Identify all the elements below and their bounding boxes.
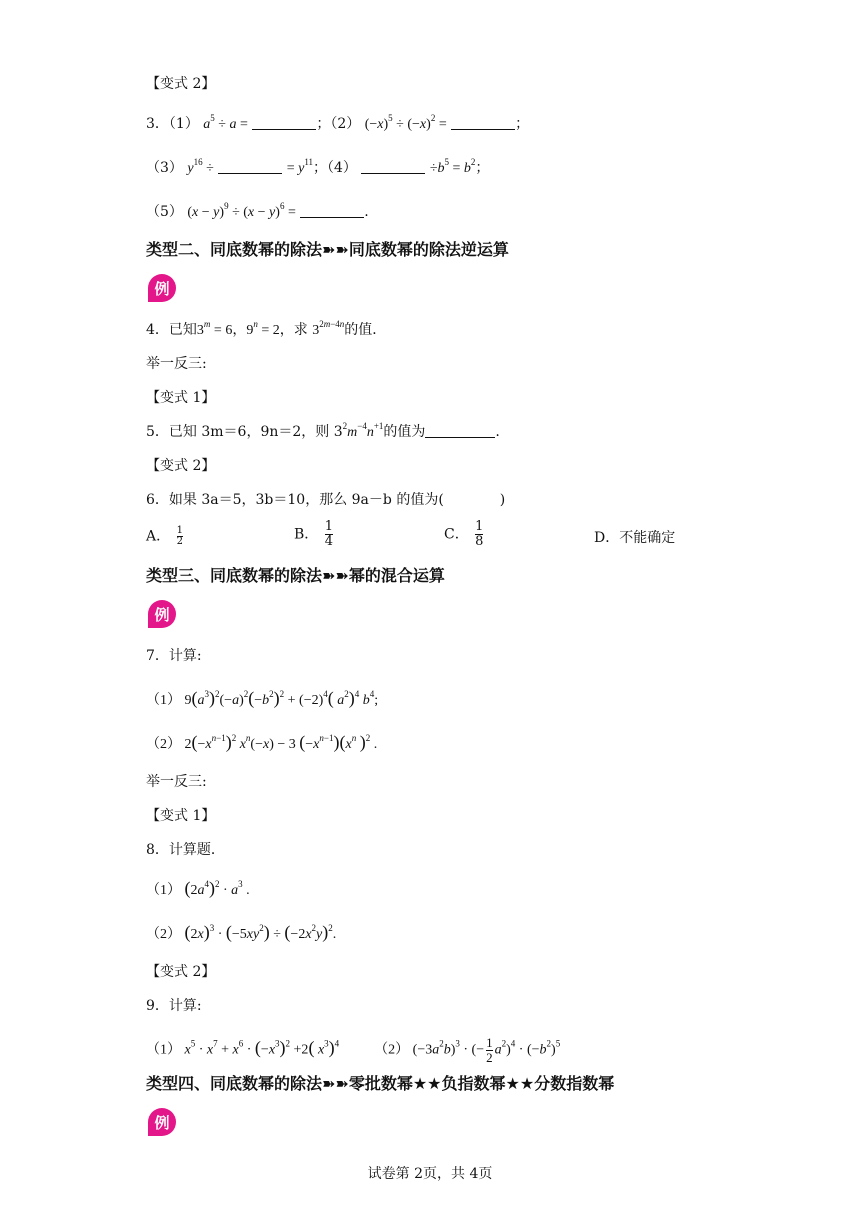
question-7-part-1: （1） $9(a^3)^2(-a)^2(-b^2)^2 + (-2)^4$( $a^2)^4$ $b^4$; — [146, 688, 379, 708]
part-label: （3） — [146, 160, 183, 176]
example-badge-icon — [144, 1106, 182, 1138]
variant-label: 【变式 2】 — [146, 76, 216, 92]
part-label: （1） — [168, 116, 199, 132]
example-badge-icon — [144, 272, 182, 304]
answer-blank — [451, 117, 515, 130]
option-label: A． — [146, 528, 171, 545]
question-9: 9．计算: — [146, 998, 202, 1014]
question-4: 4．已知$3^m = 6$，$9^n = 2$，求 $3^{2m-4n}$的值． — [146, 319, 387, 338]
option-d[interactable]: D．不能确定 — [594, 530, 676, 546]
fraction: $\frac{1}{4}$ — [324, 519, 334, 549]
fraction: $\frac{1}{2}$ — [486, 1035, 493, 1065]
question-text: 4．已知 — [146, 322, 197, 338]
practice-label: 举一反三: — [146, 774, 207, 790]
section-heading: 类型四、同底数幂的除法➽➽零批数幂★★负指数幂★★分数指数幂 — [146, 1074, 615, 1093]
option-b[interactable] — [294, 520, 335, 549]
example-badge-label: 例 — [154, 606, 170, 624]
option-label: B． — [294, 526, 319, 543]
question-3-line-2: （3） $y^{16}$ ÷ = $y^{11}$；$(4) \div b^5 = b^2$； — [146, 157, 490, 176]
question-text: 5．已知 3m＝6，9n＝2，则 3 — [146, 424, 343, 440]
variant-label: 【变式 1】 — [146, 390, 216, 406]
option-label: C． — [444, 526, 469, 543]
variant-label: 【变式 2】 — [146, 458, 216, 474]
variant-label: 【变式 1】 — [146, 808, 216, 824]
question-8-part-2: （2） $(2x)^3 \cdot (-5xy^2) \div (-2x^2y)^2$. — [146, 922, 337, 942]
section-heading: 类型二、同底数幂的除法➽➽同底数幂的除法逆运算 — [146, 240, 509, 259]
option-a[interactable] — [146, 526, 185, 547]
question-number: 3． — [146, 116, 169, 132]
page-footer: 试卷第 2页，共 4页 — [367, 1166, 493, 1182]
answer-blank — [252, 117, 316, 130]
question-text: 的值为 — [383, 424, 426, 440]
variant-label: 【变式 2】 — [146, 964, 216, 980]
option-c[interactable] — [444, 520, 485, 549]
answer-blank — [300, 205, 364, 218]
fraction: $\frac{1}{8}$ — [475, 519, 484, 549]
answer-blank — [425, 425, 495, 438]
practice-label: 举一反三: — [146, 356, 207, 372]
question-text: 的值． — [344, 322, 387, 338]
question-8-part-1: （1） $(2a^4)^2 \cdot a^3$ . — [146, 878, 250, 898]
example-badge-label: 例 — [154, 280, 170, 298]
part-label: ；（2） — [316, 116, 361, 132]
question-3-line-1: 3．（1） $a^5 \div a$ = ；（2） $(-x)^5 \div (-x)^2$ = ； — [146, 113, 530, 132]
part-label: ；（4） — [312, 160, 357, 176]
example-badge-icon — [144, 598, 182, 630]
question-9-parts: （1） $x^5 \cdot x^7 + x^6 \cdot (-x^3)^2 +2$( $x^3)^4$ （2） $(-3a^2b)^3$ · (− $\frac{1}{2}$ $a^2)^4 \cdot (-b^2)^5$ — [146, 1035, 561, 1065]
part-label: （5） — [146, 204, 183, 220]
question-6: 6．如果 3a＝5，3b＝10，那么 9a－b 的值为( ) — [146, 492, 506, 508]
fraction: $\frac{1}{2}$ — [176, 525, 183, 547]
answer-blank — [361, 161, 425, 174]
example-badge-label: 例 — [154, 1114, 170, 1132]
question-8: 8．计算题． — [146, 842, 225, 858]
question-5: 5．已知 3m＝6，9n＝2，则 $3^2m^{-4}n^{+1}$的值为 . — [146, 421, 500, 440]
answer-blank — [218, 161, 282, 174]
question-7: 7．计算: — [146, 648, 202, 664]
section-heading: 类型三、同底数幂的除法➽➽幂的混合运算 — [146, 566, 445, 585]
question-3-line-3: （5） $(x - y)^9 \div (x - y)^6$ = . — [146, 201, 369, 220]
question-7-part-2: （2） $2(-x^{n-1})^2$ $x^n(-x) - 3$ $(-x^{n-1})(x^n$ )$^2$ . — [146, 732, 378, 752]
